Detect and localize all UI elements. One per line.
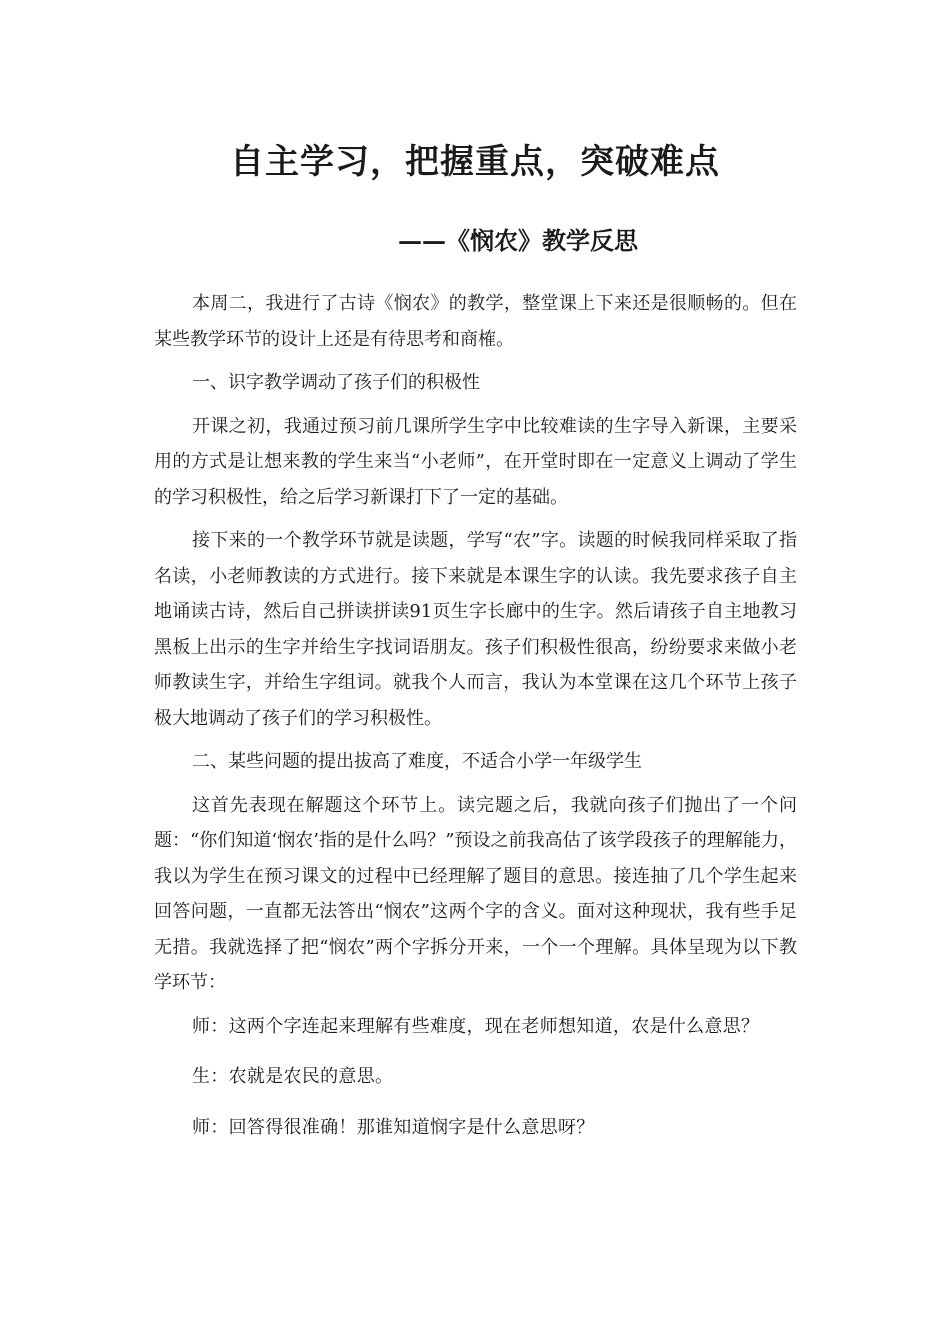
dialogue-line: 生：农就是农民的意思。 (192, 1066, 394, 1087)
paragraph-opening: 开课之初，我通过预习前几课所学生字中比较难读的生字导入新课，主要采用的方式是让想来教的学生来当“小老师”，在开堂时即在一定意义上调动了学生的学习积极性，给之后学习新课打下了一定的基础。 (154, 415, 797, 508)
section-heading-2: 二、某些问题的提出拔高了难度，不适合小学一年级学生 (192, 751, 642, 772)
dialogue-line: 师：回答得很准确！那谁知道悯字是什么意思呀？ (192, 1116, 595, 1138)
paragraph-problem: 这首先表现在解题这个环节上。读完题之后，我就向孩子们抛出了一个问题：“你们知道‘悯农’指的是什么吗？”预设之前我高估了该学段孩子的理解能力，我以为学生在预习课文的过程中已经理解了题目的意思。接连抽了几个学生起来回答问题，一直都无法答出“悯农”这两个字的含义。面对这种现状，我有些手足无措。我就选择了把“悯农”两个字拆分开来，一个一个理解。具体呈现为以下教学环节： (154, 794, 797, 993)
document-body (154, 286, 797, 1160)
paragraph-intro: 本周二，我进行了古诗《悯农》的教学，整堂课上下来还是很顺畅的。但在某些教学环节的设计上还是有待思考和商榷。 (154, 293, 797, 350)
paragraph-reading: 接下来的一个教学环节就是读题，学写“农”字。读题的时候我同样采取了指名读，小老师教读的方式进行。接下来就是本课生字的认读。我先要求孩子自主地诵读古诗，然后自己拼读拼读91页生字长廊中的生字。然后请孩子自主地教习黑板上出示的生字并给生字找词语朋友。孩子们积极性很高，纷纷要求来做小老师教读生字，并给生字组词。就我个人而言，我认为本堂课在这几个环节上孩子极大地调动了孩子们的学习积极性。 (154, 530, 797, 729)
dialogue-line: 师：这两个字连起来理解有些难度，现在老师想知道，农是什么意思？ (192, 1015, 760, 1037)
document-subtitle: ——《悯农》教学反思 (398, 226, 638, 255)
document-title: 自主学习，把握重点，突破难点 (230, 142, 720, 182)
section-heading-1: 一、识字教学调动了孩子们的积极性 (192, 372, 480, 393)
